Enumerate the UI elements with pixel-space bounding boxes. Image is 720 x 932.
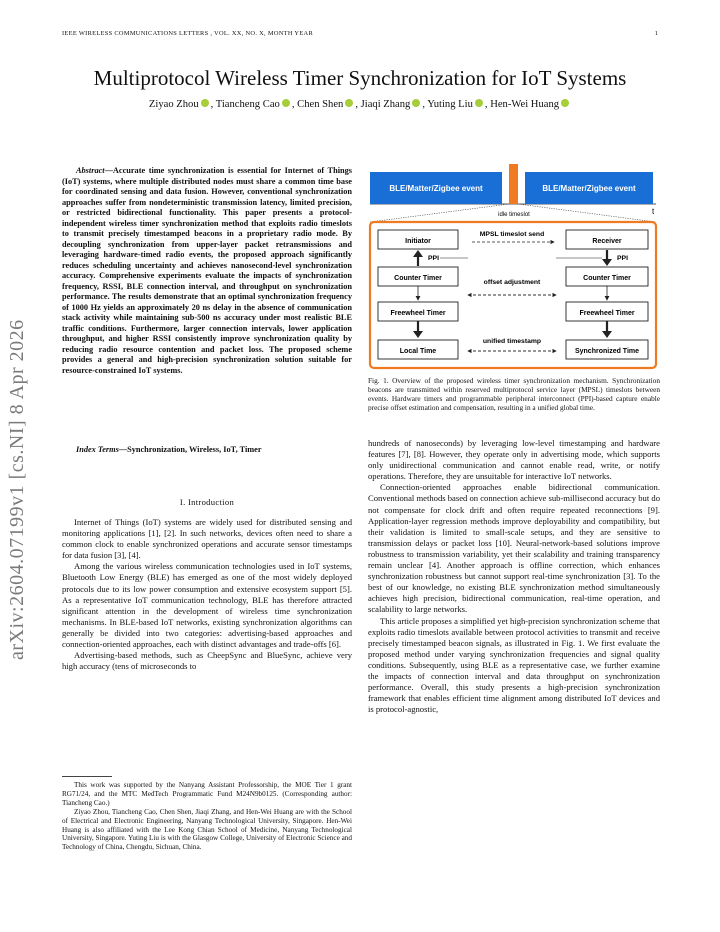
ppi-right-label: PPI	[617, 255, 628, 262]
author-name: Ziyao Zhou	[148, 99, 199, 110]
paper-title: Multiprotocol Wireless Timer Synchronization for IoT Systems	[93, 66, 627, 90]
paragraph: This article proposes a simplified yet high-precision synchronization scheme that exploits radio timeslots available between protocol activities to transmit and receive precisely timestamped beacon signals, as illustrated in Fig. 1. We first evaluate the proposed method under varying synchronization frequencies and signal quality conditions. Subsequently, using BLE as a representative case, we further examine the impacts of connection interval and data throughput on synchronization performance. Overall, this study presents a high-precision synchronization framework that enables efficient time alignment among distributed IoT devices and is protocol-agnostic,	[368, 615, 660, 715]
orcid-icon[interactable]	[282, 99, 290, 107]
idle-timeslot-block	[509, 164, 518, 204]
time-axis-label: t	[652, 207, 655, 216]
index-terms	[62, 444, 352, 455]
paragraph: Connection-oriented approaches enable bidirectional communication. Conventional methods based on connection achieve sub-millisecond accuracy but do not compensate for clock drift and often require repeated reconnections [9]. Application-layer regression methods improve deployability and compatibility, but their validation is limited to small-scale setups, and they are sensitive to transmission delays or packet loss [10]. Neural-network-based solutions improve robustness to transmission variability, yet their scalability and training transparency remain unclear [4]. Another approach is offline correction, which enhances synchronization robustness but cannot support real-time synchronization [3]. To the best of our knowledge, no existing BLE synchronization method simultaneously achieves high precision, bidirectional communication, real-time operation, and scalability to large networks.	[368, 482, 660, 615]
footnote-rule	[62, 776, 112, 777]
orcid-icon[interactable]	[345, 99, 353, 107]
abstract	[62, 166, 352, 376]
footnote	[62, 781, 352, 852]
author-name: Tiancheng Cao	[215, 99, 280, 110]
author-name: Yuting Liu	[427, 99, 473, 110]
counter-timer-left-label: Counter Timer	[394, 275, 442, 282]
receiver-label: Receiver	[592, 238, 622, 245]
abstract-label: Abstract	[76, 166, 105, 175]
paragraph: Internet of Things (IoT) systems are widely used for distributed sensing and monitoring applications [1], [2]. In such networks, devices often need to share a common clock to enable synchronized operations and accurate sensor timestamps for data fusion [3], [4].	[62, 517, 352, 561]
event-left-label: BLE/Matter/Zigbee event	[389, 184, 483, 193]
author-name: Jiaqi Zhang	[360, 99, 411, 110]
page-number: 1	[654, 30, 658, 37]
index-terms-label: Index Terms	[76, 445, 119, 454]
author-name: Hen-Wei Huang	[490, 99, 560, 110]
synchronized-time-label: Synchronized Time	[574, 348, 640, 355]
arxiv-stamp: arXiv:2604.07199v1 [cs.NI] 8 Apr 2026	[6, 319, 28, 660]
footnote-affiliations: Ziyao Zhou, Tiancheng Cao, Chen Shen, Jiaqi Zhang, and Hen-Wei Huang are with the School of Electrical and Electronic Engineering, Nanyang Technological University, Singapore. Hen-Wei Huang is also affiliated with the Lee Kong Chian School of Medicine, Nanyang Technological University, Singapore. Yuting Liu is with the Glasgow College, University of Electronic Science and Technology of China, Chengdu, Sichuan, China.	[62, 807, 352, 852]
zoom-line-right	[518, 204, 656, 222]
counter-timer-right-label: Counter Timer	[583, 275, 631, 282]
zoom-line-left	[370, 204, 509, 222]
offset-adjustment-label: offset adjustment	[483, 279, 541, 286]
idle-timeslot-label: idle timeslot	[498, 212, 530, 218]
initiator-label: Initiator	[405, 238, 431, 245]
freewheel-timer-right-label: Freewheel Timer	[579, 310, 635, 317]
freewheel-to-local-arrowhead	[413, 331, 423, 338]
event-right-label: BLE/Matter/Zigbee event	[542, 184, 636, 193]
unified-timestamp-label: unified timestamp	[482, 338, 542, 345]
journal-header: IEEE WIRELESS COMMUNICATIONS LETTERS , VOL. XX, NO. X, MONTH YEAR	[62, 30, 314, 37]
orcid-icon[interactable]	[475, 99, 483, 107]
paragraph: Among the various wireless communication technologies used in IoT systems, Bluetooth Low Energy (BLE) has emerged as one of the most widely deployed protocols due to its low power consumption and extensive ecosystem support [5]. As a representative IoT communication technology, BLE has therefore attracted significant attention in the development of wireless time synchronization mechanisms. In BLE-based IoT networks, existing synchronization algorithms can generally be divided into two categories: advertising-based approaches and connection-oriented approaches, each with distinct advantages and trade-offs [6].	[62, 561, 352, 650]
orcid-icon[interactable]	[201, 99, 209, 107]
local-time-label: Local Time	[399, 348, 437, 355]
ppi-arrowhead-right	[602, 259, 612, 266]
ppi-left-label: PPI	[428, 255, 439, 262]
abstract-text: —Accurate time synchronization is essential for Internet of Things (IoT) systems, where multiple distributed nodes must share a common time base for coordinated sensing and data fusion. However, conventional synchronization approaches suffer from nondeterministic transmission latency, limited precision, or restricted bidirectional functionality. This paper presents a protocol-independent wireless timer synchronization method that exploits radio timeslots to transmit precisely timestamped beacons in a proprietary radio mode. By decoupling synchronization from upper-layer packet retransmissions and leveraging hardware-timed radio events, the proposed approach significantly reduces scheduling uncertainty and achieves nanosecond-level synchronization accuracy. Comprehensive experiments evaluate the impacts of synchronization frequency, RSSI, BLE connection interval, and throughput on synchronization performance. The results demonstrate that an optimal synchronization frequency of 1000 Hz yields an approximately 20 ns delay in the absence of communication stack activity while maintaining sub-500 ns accuracy under most realistic BLE traffic conditions. Furthermore, larger connection intervals, lower application throughput, and higher RSSI consistently improve synchronization quality by reducing radio resource contention and packet loss. The proposed scheme provides a general and high-precision synchronization solution suitable for resource-constrained IoT systems.	[62, 166, 352, 375]
figure-1	[368, 160, 660, 370]
ppi-arrowhead-left	[413, 250, 423, 257]
paragraph: hundreds of nanoseconds) by leveraging low-level timestamping and hardware features [7], [8]. However, they operate only in advertising mode, which supports only unidirectional communication and cannot enable read, write, or notify operations. Therefore, they are unsuitable for interactive IoT networks.	[368, 438, 660, 482]
section-heading: I. Introduction	[179, 497, 235, 507]
intro-body	[62, 517, 352, 672]
orcid-icon[interactable]	[561, 99, 569, 107]
author-name: Chen Shen	[297, 99, 344, 110]
author-list: Ziyao Zhou , Tiancheng Cao , Chen Shen , Jiaqi Zhang , Yuting Liu , Hen-Wei Huang	[0, 99, 720, 110]
freewheel-timer-left-label: Freewheel Timer	[390, 310, 446, 317]
freewheel-to-sync-arrowhead	[602, 331, 612, 338]
right-column-body	[368, 438, 660, 715]
paragraph: Advertising-based methods, such as CheepSync and BlueSync, achieve very high accuracy (tens of microseconds to	[62, 650, 352, 672]
orcid-icon[interactable]	[412, 99, 420, 107]
footnote-funding: This work was supported by the Nanyang Assistant Professorship, the MOE Tier 1 grant RG71/24, and the MTC MedTech Programmatic Fund M24N9b0125. (Corresponding author: Tiancheng Cao.)	[62, 781, 352, 807]
figure-caption: Fig. 1. Overview of the proposed wireless timer synchronization mechanism. Synchronization beacons are transmitted within reserved multiprotocol service layer (MPSL) timeslots between events. Hardware timers and programmable peripheral interconnect (PPI)-based capture enable precise offset estimation and compensation, resulting in a unified global time.	[368, 376, 660, 413]
index-terms-text: —Synchronization, Wireless, IoT, Timer	[118, 445, 262, 454]
mpsl-send-label: MPSL timeslot send	[479, 231, 545, 238]
